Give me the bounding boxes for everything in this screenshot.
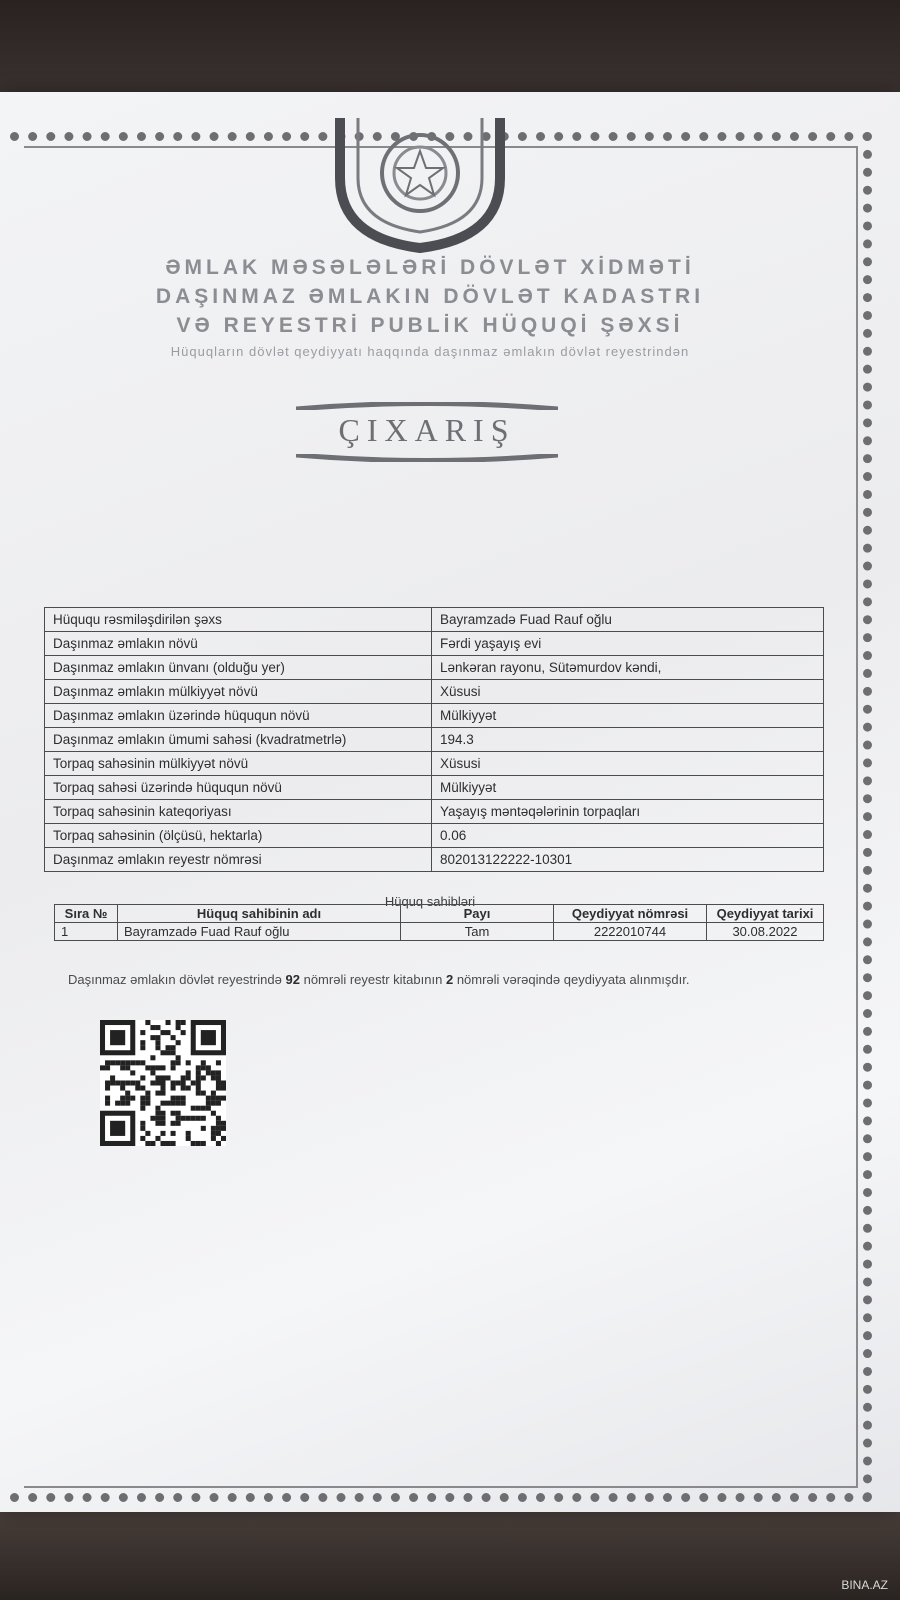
note-page-number: 2 xyxy=(445,972,454,987)
header-line-3: VƏ REYESTRİ PUBLİK HÜQUQİ ŞƏXSİ xyxy=(176,314,684,337)
row-value: Lənkəran rayonu, Sütəmurdov kəndi, xyxy=(432,656,824,680)
row-value: Fərdi yaşayış evi xyxy=(432,632,824,656)
table-row xyxy=(45,680,824,704)
document-title-block xyxy=(296,394,558,468)
watermark: BINA.AZ xyxy=(841,1578,888,1592)
owner-no: 1 xyxy=(55,923,118,941)
row-value: Xüsusi xyxy=(432,752,824,776)
row-value: Yaşayış məntəqələrinin torpaqları xyxy=(432,800,824,824)
owners-table xyxy=(54,904,824,941)
table-row xyxy=(45,824,824,848)
table-row xyxy=(45,656,824,680)
row-value: 802013122222-10301 xyxy=(432,848,824,872)
document-title: ÇIXARIŞ xyxy=(338,412,516,448)
note-prefix: Daşınmaz əmlakın dövlət reyestrində xyxy=(68,972,282,987)
note-suffix: nömrəli vərəqində qeydiyyata alınmışdır. xyxy=(456,972,690,987)
row-label: Daşınmaz əmlakın ümumi sahəsi (kvadratmetrlə) xyxy=(45,728,432,752)
header-subtitle: Hüquqların dövlət qeydiyyatı haqqında daşınmaz əmlakın dövlət reyestrindən xyxy=(170,344,690,359)
table-row xyxy=(45,608,824,632)
property-info-table xyxy=(44,607,824,872)
row-label: Hüququ rəsmiləşdirilən şəxs xyxy=(45,608,432,632)
owner-reg-no: 2222010744 xyxy=(554,923,707,941)
state-emblem-icon xyxy=(330,118,510,258)
header-reg-no: Qeydiyyat nömrəsi xyxy=(554,905,707,923)
note-middle: nömrəli reyestr kitabının xyxy=(303,972,443,987)
table-row xyxy=(45,728,824,752)
row-value: Bayramzadə Fuad Rauf oğlu xyxy=(432,608,824,632)
row-value: 0.06 xyxy=(432,824,824,848)
table-row xyxy=(45,632,824,656)
row-label: Daşınmaz əmlakın reyestr nömrəsi xyxy=(45,848,432,872)
header-reg-date: Qeydiyyat tarixi xyxy=(707,905,824,923)
row-value: Xüsusi xyxy=(432,680,824,704)
row-label: Daşınmaz əmlakın mülkiyyət növü xyxy=(45,680,432,704)
row-label: Daşınmaz əmlakın üzərində hüququn növü xyxy=(45,704,432,728)
owner-name: Bayramzadə Fuad Rauf oğlu xyxy=(118,923,401,941)
row-value: Mülkiyyət xyxy=(432,776,824,800)
document-paper xyxy=(0,92,900,1512)
header-line-1: ƏMLAK MƏSƏLƏLƏRİ DÖVLƏT XİDMƏTİ xyxy=(165,256,695,279)
table-row xyxy=(45,704,824,728)
owner-share: Tam xyxy=(401,923,554,941)
owners-header-row xyxy=(55,905,824,923)
qr-code-icon xyxy=(100,1020,226,1146)
table-row xyxy=(45,848,824,872)
table-row xyxy=(45,800,824,824)
header-line-2: DAŞINMAZ ƏMLAKIN DÖVLƏT KADASTRI xyxy=(155,285,705,308)
header-share: Payı xyxy=(401,905,554,923)
row-value: Mülkiyyət xyxy=(432,704,824,728)
owner-reg-date: 30.08.2022 xyxy=(707,923,824,941)
row-label: Torpaq sahəsi üzərində hüququn növü xyxy=(45,776,432,800)
table-row xyxy=(45,776,824,800)
row-label: Daşınmaz əmlakın ünvanı (olduğu yer) xyxy=(45,656,432,680)
note-book-number: 92 xyxy=(285,972,300,987)
row-label: Torpaq sahəsinin kateqoriyası xyxy=(45,800,432,824)
ornament-rule-top-icon xyxy=(296,402,558,410)
row-label: Torpaq sahəsinin mülkiyyət növü xyxy=(45,752,432,776)
ornament-rule-bottom-icon xyxy=(296,454,558,462)
row-label: Daşınmaz əmlakın növü xyxy=(45,632,432,656)
owners-title: Hüquq sahibləri xyxy=(384,894,476,909)
row-value: 194.3 xyxy=(432,728,824,752)
header-name: Hüquq sahibinin adı xyxy=(118,905,401,923)
header-no: Sıra № xyxy=(55,905,118,923)
table-row xyxy=(55,923,824,941)
table-row xyxy=(45,752,824,776)
registry-note xyxy=(68,972,848,987)
row-label: Torpaq sahəsinin (ölçüsü, hektarla) xyxy=(45,824,432,848)
